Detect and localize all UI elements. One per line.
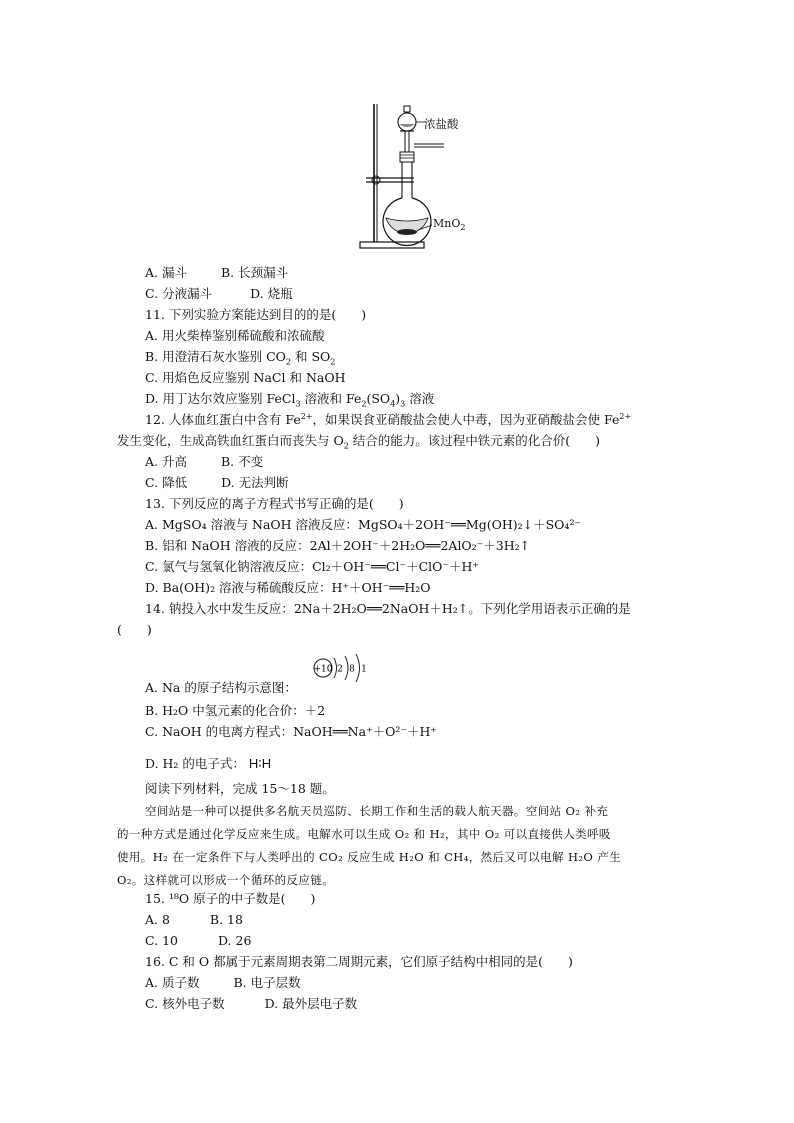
q11-option-c: C. 用焰色反应鉴别 NaCl 和 NaOH [145,370,346,385]
q13-stem: 13. 下列反应的离子方程式书写正确的是( ) [145,496,404,511]
q10-options-row2 [145,285,293,303]
q12-stem-line2: 发生变化，生成高铁血红蛋白而丧失与 $O_2$ 结合的能力。该过程中铁元素的化合价( ) [117,433,601,451]
q10-option-c: C. 分液漏斗 [145,286,213,301]
q14-option-b: B. H₂O 中氢元素的化合价：＋2 [145,703,326,718]
q15-option-b: B. 18 [209,912,243,927]
q12-option-d: D. 无法判断 [221,475,289,490]
atom-shell-1: 2 [337,664,343,675]
q16-options-row1 [145,974,301,992]
q16-options-row2 [145,995,357,1013]
reading-paragraph-line4: O₂。这样就可以形成一个循环的反应链。 [117,873,335,887]
atom-shell-2: 8 [349,664,355,675]
q12-option-b: B. 不变 [220,454,264,469]
q12-options-row1 [145,453,263,471]
q12-option-c: C. 降低 [145,475,188,490]
q14-option-d: D. H₂ 的电子式： H∶H [145,756,272,771]
q11-stem: 11. 下列实验方案能达到目的的是( ) [145,307,367,322]
q13-option-d: D. Ba(OH)₂ 溶液与稀硫酸反应：H⁺＋OH⁻══H₂O [145,580,431,595]
q16-option-a: A. 质子数 [145,975,200,990]
q16-stem: 16. C 和 O 都属于元素周期表第二周期元素，它们原子结构中相同的是( ) [145,954,573,969]
q16-option-d: D. 最外层电子数 [264,996,358,1011]
reading-paragraph-line2: 的一种方式是通过化学反应来生成。电解水可以生成 O₂ 和 H₂，其中 O₂ 可以直接供人类呼吸 [117,827,611,841]
figure-label-mno2: MnO$_2$ [433,217,466,233]
q10-option-b: B. 长颈漏斗 [220,265,289,280]
q16-option-c: C. 核外电子数 [145,996,225,1011]
atom-shell-3: 1 [361,664,367,675]
q16-option-b: B. 电子层数 [233,975,301,990]
q15-stem: 15. ¹⁸O 原子的中子数是( ) [145,891,316,906]
h2-electron-formula: H∶H [248,756,272,771]
q10-option-a: A. 漏斗 [145,265,187,280]
q15-option-c: C. 10 [145,933,178,948]
q12-stem-line1: 12. 人体血红蛋白中含有 $Fe^{2+}$，如果误食亚硝酸盐会使人中毒，因为亚硝酸盐会使 $Fe^{2+}$ [145,411,632,427]
q14-stem: 14. 钠投入水中发生反应：2Na＋2H₂O══2NaOH＋H₂↑。下列化学用语表示正确的是 [145,601,631,616]
q13-option-b: B. 铝和 NaOH 溶液的反应：2Al＋2OH⁻＋2H₂O══2AlO₂⁻＋3H₂↑ [145,538,531,553]
q10-options-row1 [145,264,288,282]
q12-options-row2 [145,474,289,492]
q10-option-d: D. 烧瓶 [250,286,293,301]
q15-options-row2 [145,932,251,950]
q14-option-c: C. NaOH 的电离方程式：NaOH══Na⁺＋O²⁻＋H⁺ [145,724,438,739]
q12-option-a: A. 升高 [145,454,187,469]
atom-nucleus: +10 [313,664,333,675]
q15-option-d: D. 26 [217,933,252,948]
q11-option-a: A. 用火柴棒鉴别稀硫酸和浓硫酸 [145,328,325,343]
q15-option-a: A. 8 [145,912,170,927]
q15-options-row1 [145,911,243,929]
q11-option-b: B. 用澄清石灰水鉴别 $CO_2$ 和 $SO_2$ [145,349,336,367]
na-atom-structure-diagram [312,654,372,692]
q13-option-c: C. 氯气与氢氧化钠溶液反应：Cl₂＋OH⁻══Cl⁻＋ClO⁻＋H⁺ [145,559,480,574]
reading-intro: 阅读下列材料，完成 15～18 题。 [145,781,335,796]
figure-label-hcl: 浓盐酸 [424,117,459,131]
chlorine-apparatus-figure [352,100,492,260]
q13-option-a: A. MgSO₄ 溶液与 NaOH 溶液反应：MgSO₄＋2OH⁻══Mg(OH)₂↓＋SO₄²⁻ [145,517,582,532]
q14-option-a: A. Na 的原子结构示意图： [145,680,297,695]
reading-paragraph-line1: 空间站是一种可以提供多名航天员巡防、长期工作和生活的载人航天器。空间站 O₂ 补充 [145,804,609,818]
q11-option-d: D. 用丁达尔效应鉴别 FeCl$_3$ 溶液和 $Fe_2(SO_4)_3$ 溶液 [145,391,435,409]
q14-paren: ( ) [117,622,152,637]
reading-paragraph-line3: 使用。H₂ 在一定条件下与人类呼出的 CO₂ 反应生成 H₂O 和 CH₄，然后又可以电解 H₂O 产生 [117,850,622,864]
